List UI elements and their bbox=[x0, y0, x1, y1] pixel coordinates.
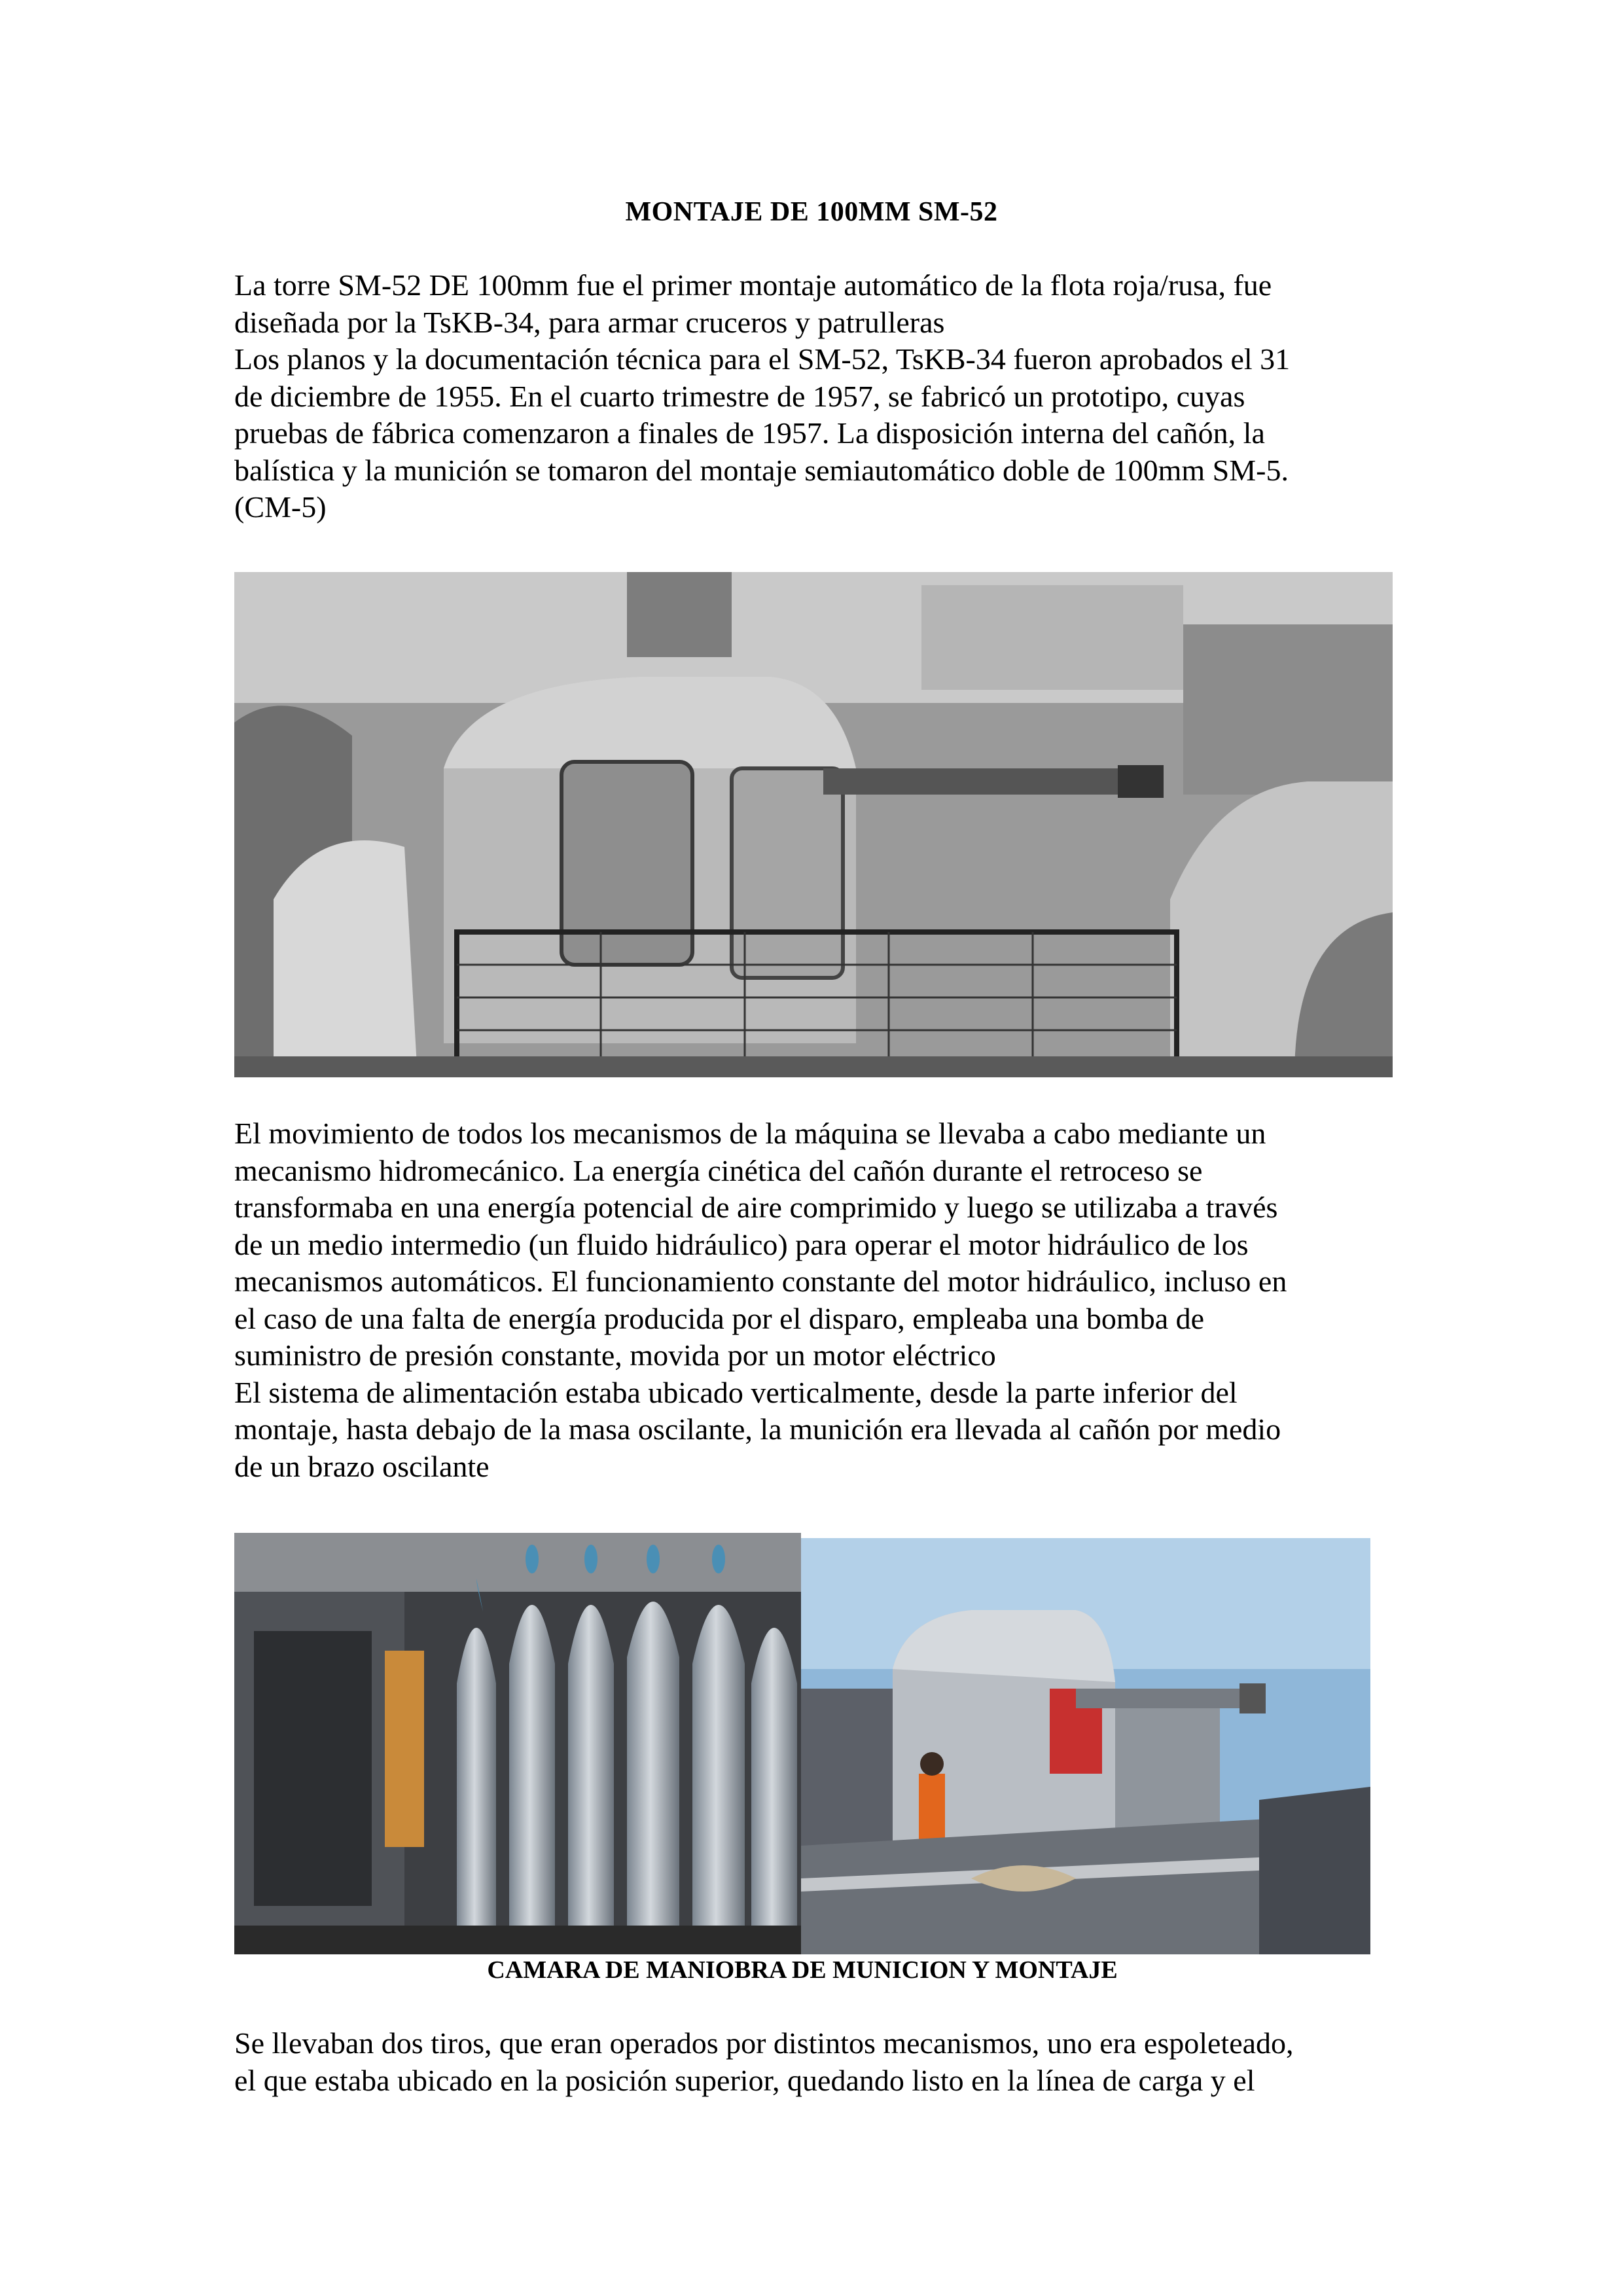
photo-ammunition-shells bbox=[234, 1533, 801, 1954]
photo-turret-on-ship bbox=[801, 1538, 1370, 1954]
turret-photo-bw bbox=[234, 572, 1393, 1077]
text-line: El sistema de alimentación estaba ubicado verticalmente, desde la parte inferior del bbox=[234, 1375, 1238, 1409]
text-line: Se llevaban dos tiros, que eran operados por distintos mecanismos, uno era espoleteado, bbox=[234, 2026, 1294, 2060]
text-line: de un brazo oscilante bbox=[234, 1449, 490, 1483]
text-line: de un medio intermedio (un fluido hidráulico) para operar el motor hidráulico de los bbox=[234, 1227, 1249, 1261]
text-line: el que estaba ubicado en la posición superior, quedando listo en la línea de carga y el bbox=[234, 2063, 1255, 2097]
text-line: Los planos y la documentación técnica para el SM-52, TsKB-34 fueron aprobados el 31 bbox=[234, 342, 1291, 376]
text-line: El movimiento de todos los mecanismos de la máquina se llevaba a cabo mediante un bbox=[234, 1117, 1266, 1150]
text-line: suministro de presión constante, movida por un motor eléctrico bbox=[234, 1338, 996, 1372]
text-line: La torre SM-52 DE 100mm fue el primer montaje automático de la flota roja/rusa, fue bbox=[234, 268, 1272, 302]
ammunition-photo bbox=[234, 1533, 801, 1954]
image-caption: CAMARA DE MANIOBRA DE MUNICION Y MONTAJE bbox=[487, 1956, 1118, 1984]
text-line: balística y la munición se tomaron del montaje semiautomático doble de 100mm SM-5. bbox=[234, 453, 1289, 487]
text-line: el caso de una falta de energía producida por el disparo, empleaba una bomba de bbox=[234, 1301, 1205, 1335]
paragraph-3 bbox=[234, 2025, 1399, 2099]
text-line: (CM-5) bbox=[234, 490, 327, 524]
text-line: mecanismos automáticos. El funcionamiento constante del motor hidráulico, incluso en bbox=[234, 1265, 1287, 1298]
text-line: diseñada por la TsKB-34, para armar cruceros y patrulleras bbox=[234, 305, 945, 339]
photo-bw-gun-turret bbox=[234, 572, 1393, 1077]
text-line: de diciembre de 1955. En el cuarto trimestre de 1957, se fabricó un prototipo, cuyas bbox=[234, 379, 1245, 413]
turret-ship-photo bbox=[801, 1538, 1370, 1954]
paragraph-2 bbox=[234, 1115, 1399, 1485]
text-line: pruebas de fábrica comenzaron a finales de 1957. La disposición interna del cañón, la bbox=[234, 416, 1265, 450]
text-line: transformaba en una energía potencial de aire comprimido y luego se utilizaba a través bbox=[234, 1191, 1278, 1224]
text-line: montaje, hasta debajo de la masa oscilante, la munición era llevada al cañón por medio bbox=[234, 1412, 1281, 1446]
page-title: MONTAJE DE 100MM SM-52 bbox=[625, 197, 998, 227]
paragraph-1 bbox=[234, 267, 1399, 526]
text-line: mecanismo hidromecánico. La energía cinética del cañón durante el retroceso se bbox=[234, 1153, 1203, 1187]
